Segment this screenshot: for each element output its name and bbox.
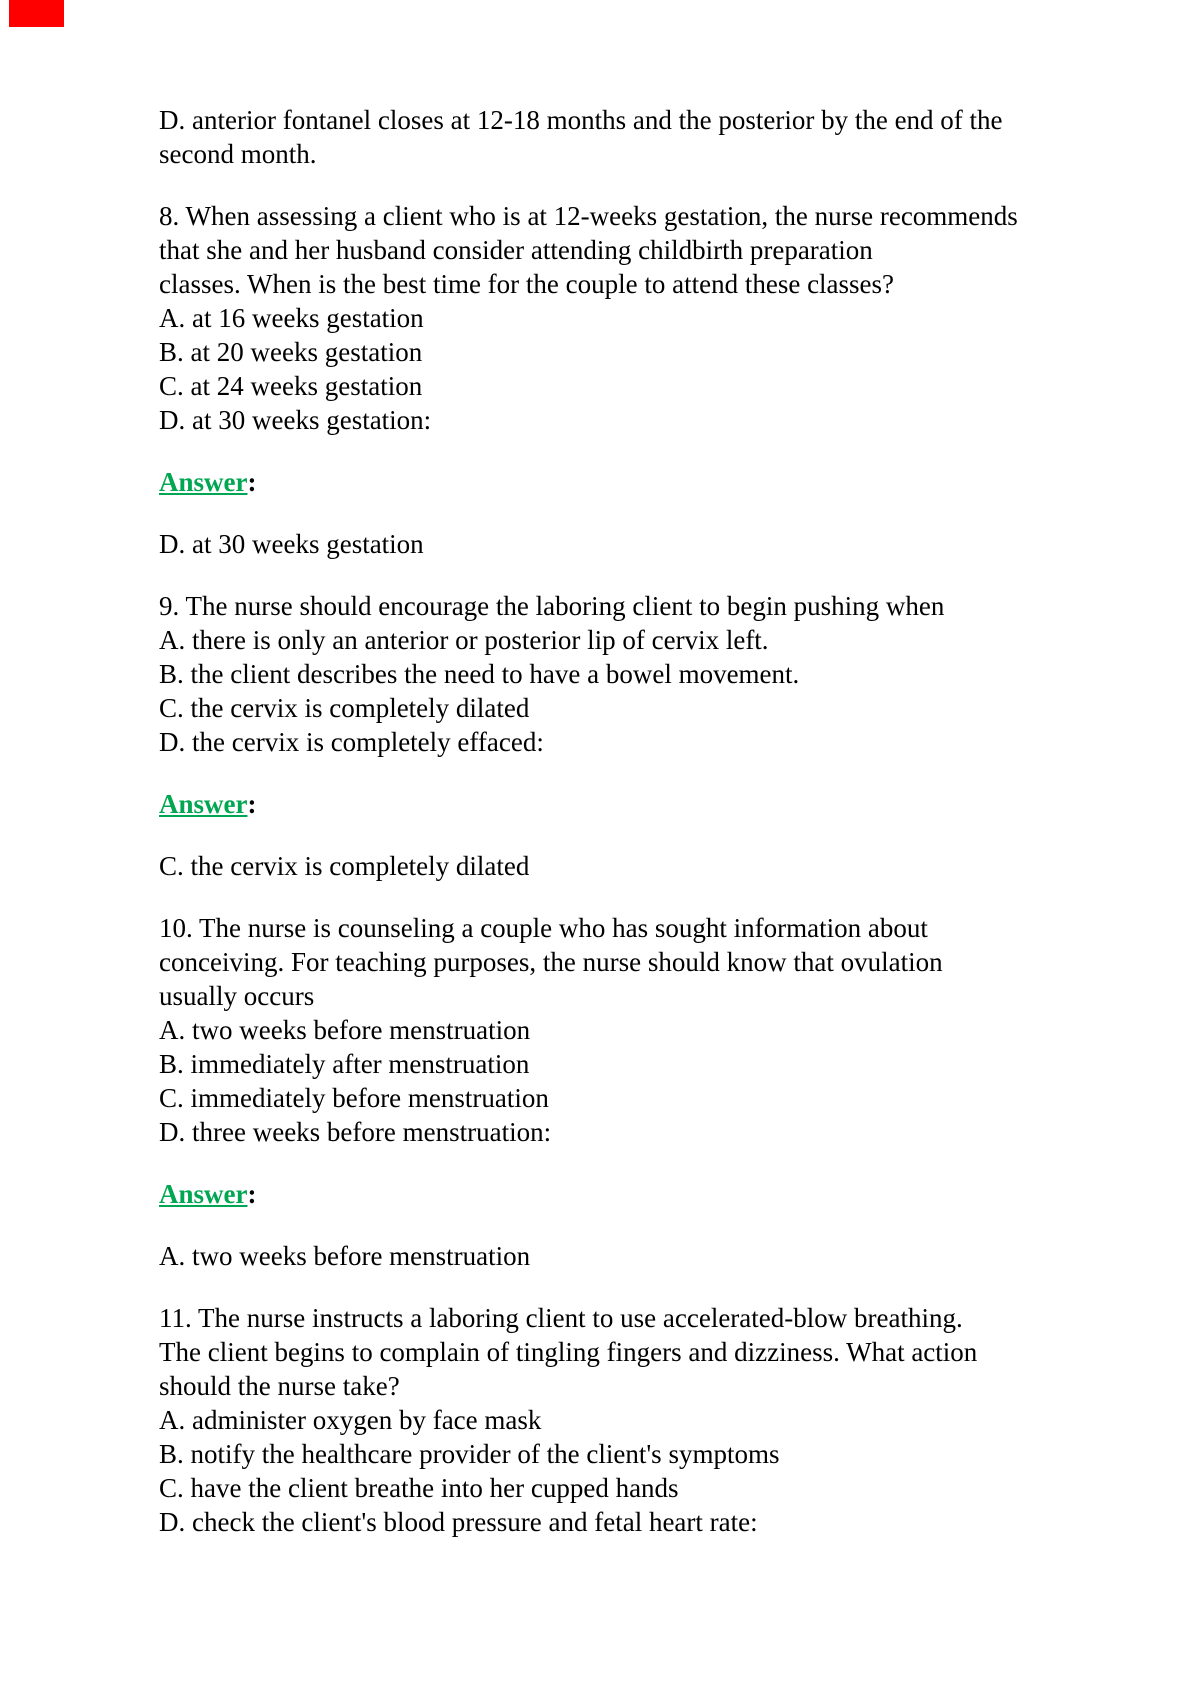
paragraph-q7-continuation [159, 103, 1079, 171]
answer-heading-q8 [159, 465, 1079, 499]
text-line: D. anterior fontanel closes at 12-18 months and the posterior by the end of the [159, 105, 1003, 135]
question-8 [159, 199, 1079, 437]
answer-text: C. the cervix is completely dilated [159, 851, 530, 881]
option-a: A. there is only an anterior or posterior lip of cervix left. [159, 625, 769, 655]
answer-text: A. two weeks before menstruation [159, 1241, 531, 1271]
option-d: D. check the client's blood pressure and fetal heart rate: [159, 1507, 758, 1537]
question-text-line: 9. The nurse should encourage the laboring client to begin pushing when [159, 591, 945, 621]
question-text-line: that she and her husband consider attending childbirth preparation [159, 235, 873, 265]
answer-q8 [159, 527, 1079, 561]
answer-colon: : [247, 467, 257, 497]
option-d: D. at 30 weeks gestation: [159, 405, 432, 435]
question-10 [159, 911, 1079, 1149]
question-text-line: conceiving. For teaching purposes, the nurse should know that ovulation [159, 947, 943, 977]
option-b: B. at 20 weeks gestation [159, 337, 423, 367]
answer-heading-q9 [159, 787, 1079, 821]
question-text-line: 10. The nurse is counseling a couple who has sought information about [159, 913, 928, 943]
question-11 [159, 1301, 1079, 1539]
question-text-line: 11. The nurse instructs a laboring client to use accelerated-blow breathing. [159, 1303, 963, 1333]
question-text-line: usually occurs [159, 981, 315, 1011]
option-a: A. two weeks before menstruation [159, 1015, 531, 1045]
answer-text: D. at 30 weeks gestation [159, 529, 424, 559]
question-text-line: 8. When assessing a client who is at 12-weeks gestation, the nurse recommends [159, 201, 1018, 231]
option-d: D. three weeks before menstruation: [159, 1117, 552, 1147]
option-a: A. administer oxygen by face mask [159, 1405, 542, 1435]
option-b: B. immediately after menstruation [159, 1049, 530, 1079]
question-9 [159, 589, 1079, 759]
red-marker [9, 0, 64, 27]
option-c: C. the cervix is completely dilated [159, 693, 530, 723]
option-a: A. at 16 weeks gestation [159, 303, 424, 333]
answer-colon: : [247, 1179, 257, 1209]
answer-q10 [159, 1239, 1079, 1273]
option-c: C. have the client breathe into her cupped hands [159, 1473, 679, 1503]
answer-heading-q10 [159, 1177, 1079, 1211]
answer-link[interactable]: Answer [159, 467, 248, 497]
option-c: C. immediately before menstruation [159, 1083, 549, 1113]
answer-link[interactable]: Answer [159, 789, 248, 819]
document-content [159, 103, 1079, 1567]
option-b: B. notify the healthcare provider of the client's symptoms [159, 1439, 780, 1469]
answer-colon: : [247, 789, 257, 819]
option-d: D. the cervix is completely effaced: [159, 727, 544, 757]
option-c: C. at 24 weeks gestation [159, 371, 423, 401]
answer-q9 [159, 849, 1079, 883]
question-text-line: The client begins to complain of tingling fingers and dizziness. What action [159, 1337, 978, 1367]
text-line: second month. [159, 139, 317, 169]
question-text-line: classes. When is the best time for the couple to attend these classes? [159, 269, 895, 299]
question-text-line: should the nurse take? [159, 1371, 400, 1401]
option-b: B. the client describes the need to have a bowel movement. [159, 659, 800, 689]
answer-link[interactable]: Answer [159, 1179, 248, 1209]
